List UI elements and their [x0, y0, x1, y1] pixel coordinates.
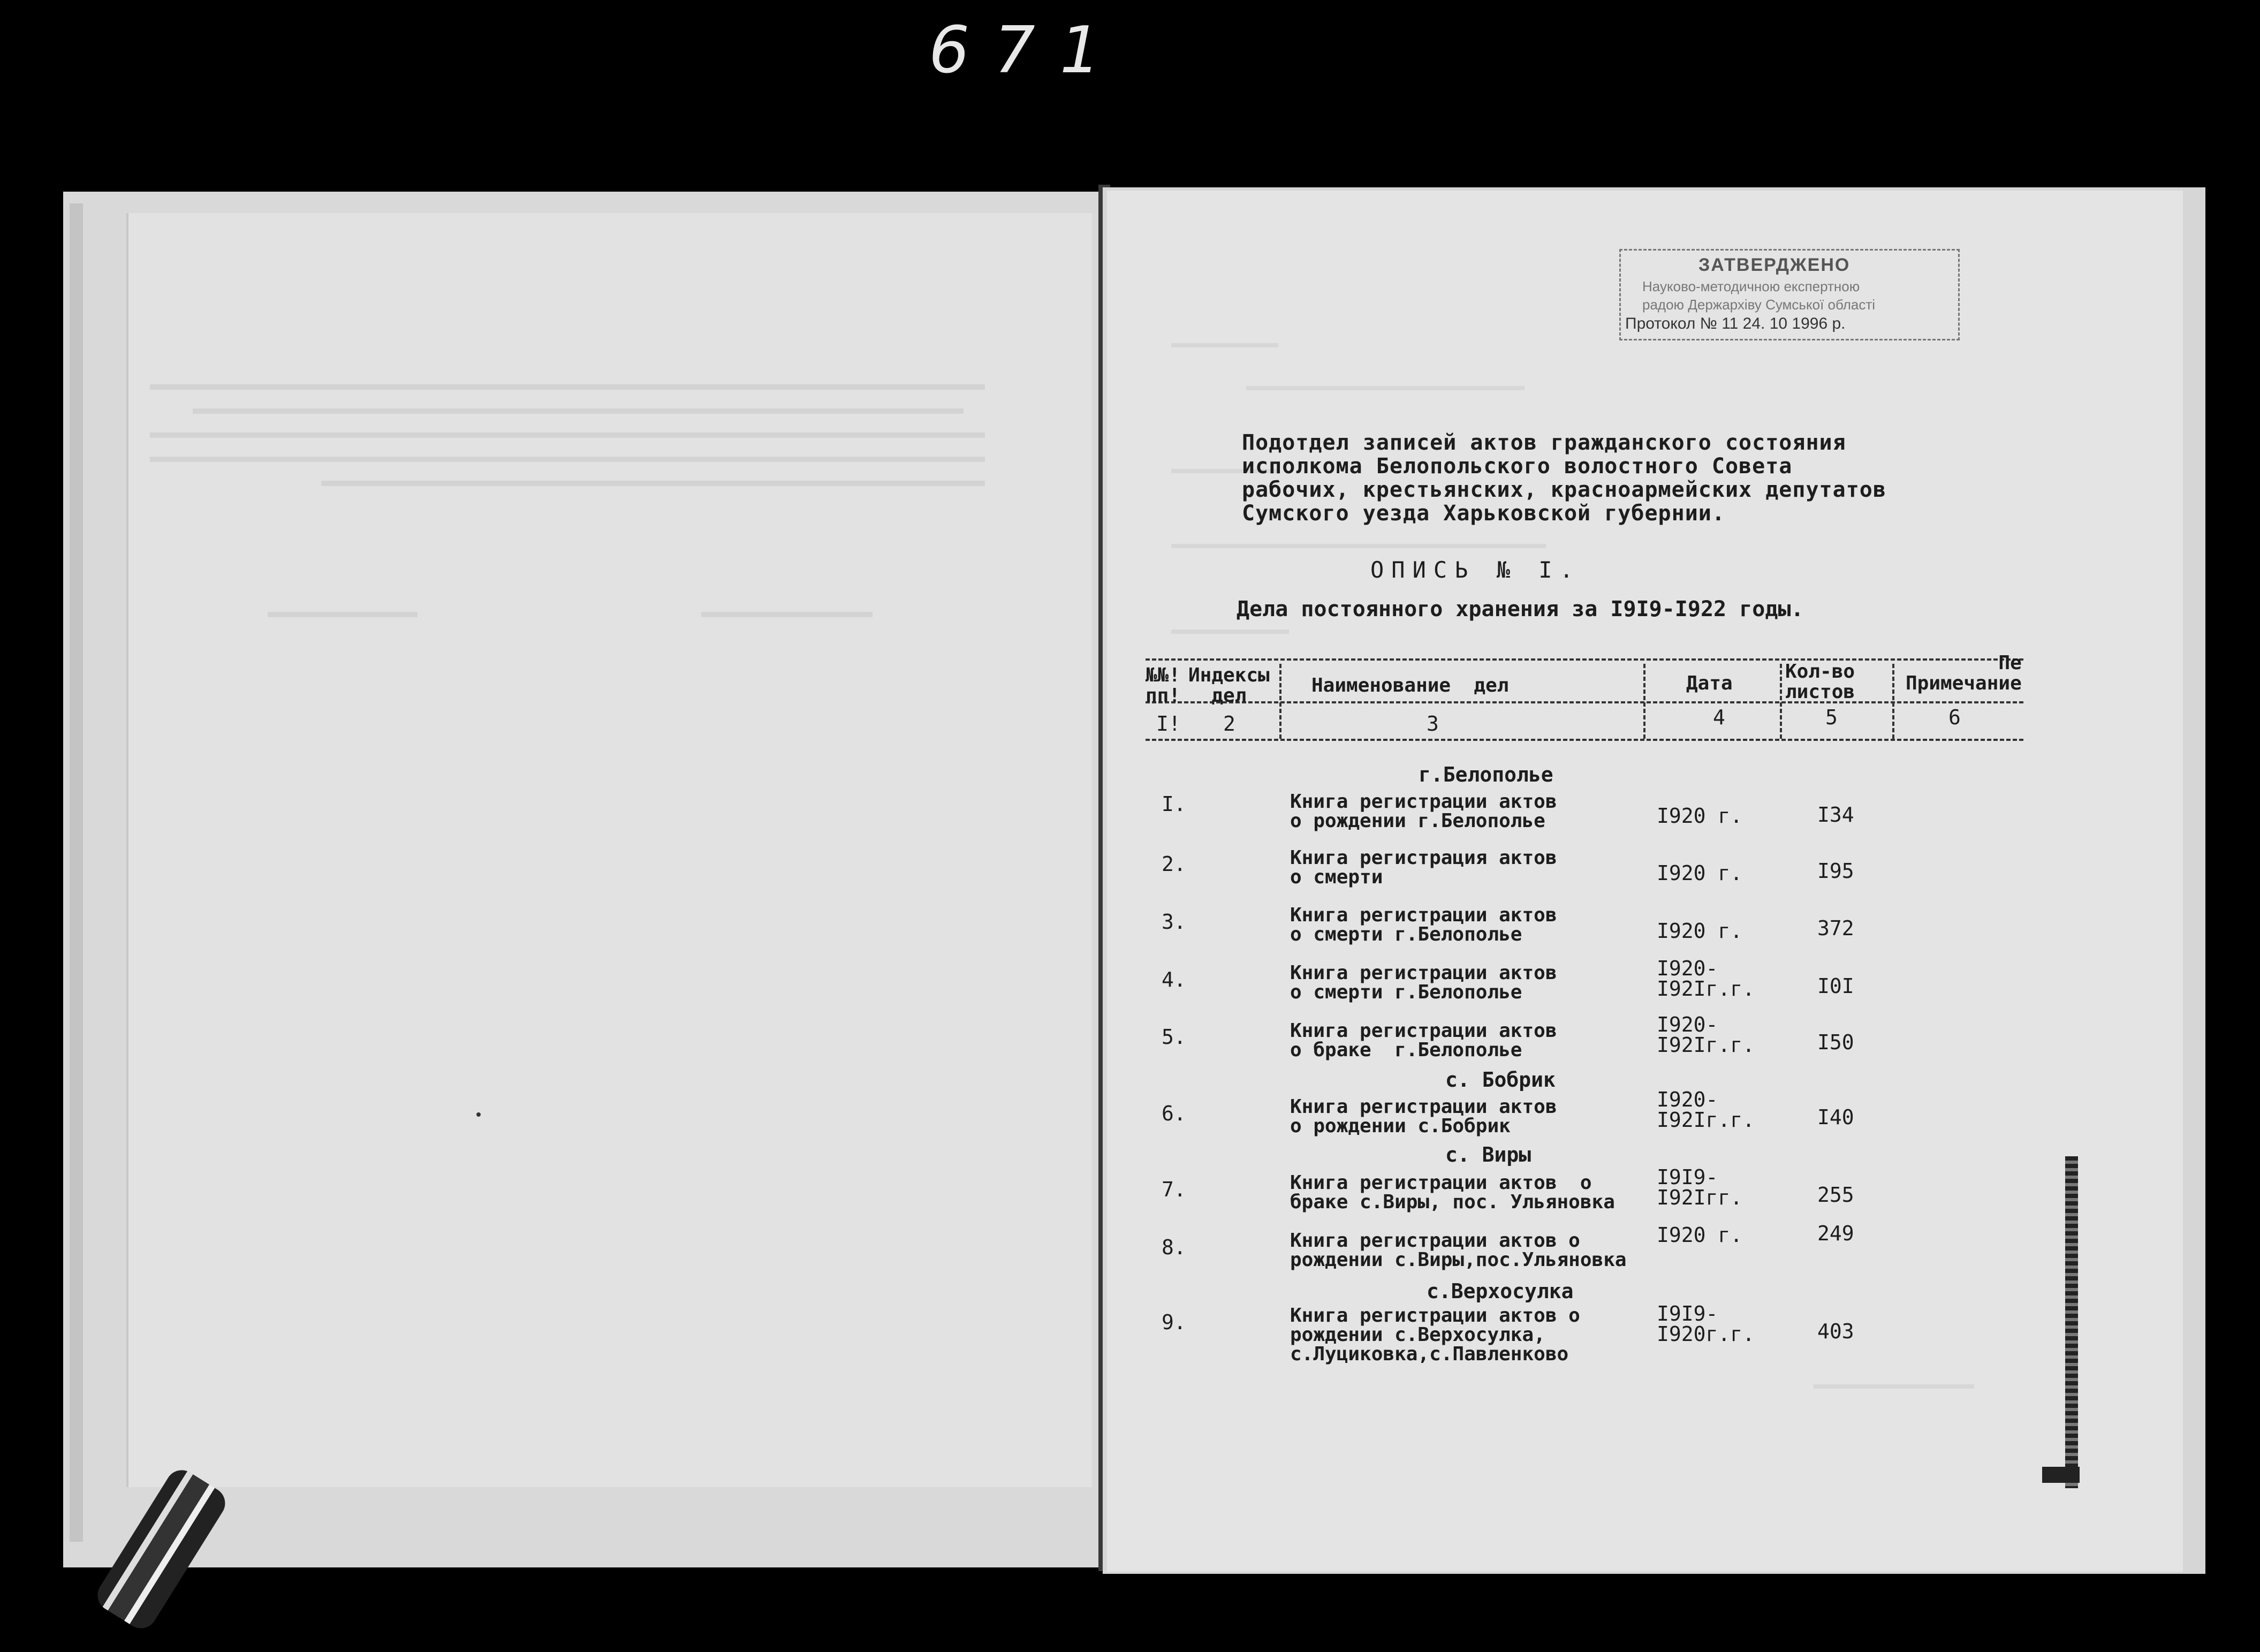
entry-title: Книга регистрация актов о смерти: [1290, 847, 1557, 888]
bleed-through-text: [150, 384, 985, 390]
entry-date: I9I9- I920г.г.: [1657, 1302, 1755, 1346]
bleed-through-text: [1814, 1384, 1974, 1389]
entry-number: 8.: [1162, 1236, 1186, 1259]
column-number: 5: [1825, 706, 1838, 729]
entry-title: Книга регистрации актов о рождении с.Бобрик: [1290, 1096, 1557, 1137]
section-heading: с. Виры: [1445, 1143, 1531, 1166]
entry-number: 2.: [1162, 852, 1186, 876]
table-rule: [1146, 658, 2023, 661]
entry-sheets: I50: [1817, 1030, 1854, 1054]
entry-title: Книга регистрации актов о смерти г.Белополье: [1290, 962, 1557, 1003]
bleed-through-text: [1171, 544, 1546, 548]
entry-title: Книга регистрации актов о смерти г.Белополье: [1290, 904, 1557, 945]
entry-sheets: I95: [1817, 859, 1854, 883]
left-page-sheet: [126, 213, 1092, 1487]
entry-title: Книга регистрации актов о рождении с.Верхосулка, с.Луциковка,с.Павленково: [1290, 1305, 1580, 1365]
bleed-through-text: [1246, 386, 1525, 390]
table-column-rule: [1780, 664, 1782, 739]
bleed-through-text: [193, 408, 964, 414]
entry-date: I920 г.: [1657, 804, 1743, 828]
entry-number: 7.: [1162, 1178, 1186, 1201]
entry-sheets: 249: [1817, 1222, 1854, 1245]
frame-number: 671: [929, 13, 1126, 88]
document-heading: Подотдел записей актов гражданского состояния исполкома Белопольского волостного Совета рабочих, крестьянских, красноармейских депутатов Сумского уезда Харьковской губернии.: [1242, 430, 1886, 526]
bleed-through-text: [321, 481, 985, 486]
entry-sheets: I34: [1817, 803, 1854, 827]
inventory-title: ОПИСЬ № I.: [1370, 557, 1581, 583]
entry-date: I9I9- I92Iгг.: [1657, 1165, 1743, 1209]
right-page-sheet: [1107, 191, 2183, 1572]
entry-date: I920- I92Iг.г.: [1657, 1013, 1755, 1057]
column-number: I!: [1156, 712, 1181, 736]
entry-date: I920 г.: [1657, 1223, 1743, 1247]
section-heading: с.Верхосулка: [1427, 1279, 1574, 1303]
section-heading: с. Бобрик: [1445, 1068, 1556, 1092]
entry-sheets: I0I: [1817, 974, 1854, 998]
entry-number: 5.: [1162, 1025, 1186, 1049]
table-column-rule: [1643, 664, 1645, 739]
bleed-through-text: [701, 612, 873, 617]
table-rule: [1146, 739, 2023, 741]
stamp-line: радою Держархіву Сумської області: [1642, 297, 1876, 313]
scale-ruler: [2065, 1156, 2078, 1488]
entry-number: 6.: [1162, 1102, 1186, 1125]
column-number: 4: [1713, 706, 1725, 729]
entry-date: I920 г.: [1657, 861, 1743, 885]
column-header-name: Наименование дел: [1311, 675, 1509, 696]
entry-sheets: I40: [1817, 1105, 1854, 1129]
bleed-through-text: [150, 457, 985, 462]
left-cover-edge: [70, 203, 83, 1542]
stamp-protocol: Протокол № 11 24. 10 1996 р.: [1625, 315, 1846, 332]
column-header-sheets: Кол-во листов: [1785, 661, 1855, 703]
column-header-index: Индексы дел: [1188, 664, 1270, 707]
section-heading: г.Белополье: [1419, 763, 1553, 786]
bleed-through-text: [150, 433, 985, 438]
speck: [476, 1112, 481, 1117]
column-header-note: Пе Примечание: [1906, 652, 2022, 694]
entry-number: I.: [1162, 792, 1186, 816]
entry-number: 3.: [1162, 910, 1186, 934]
entry-date: I920- I92Iг.г.: [1657, 1088, 1755, 1132]
left-page: [63, 192, 1107, 1567]
stamp-title: ЗАТВЕРДЖЕНО: [1698, 255, 1851, 275]
entry-title: Книга регистрации актов о браке с.Виры, пос. Ульяновка: [1290, 1172, 1615, 1213]
column-header-number: №№! пп!: [1146, 664, 1181, 707]
column-number: 2: [1223, 712, 1235, 736]
table-column-rule: [1892, 664, 1894, 739]
bleed-through-text: [1171, 343, 1278, 347]
entry-title: Книга регистрации актов о рождении с.Виры,пос.Ульяновка: [1290, 1230, 1627, 1271]
entry-date: I920- I92Iг.г.: [1657, 957, 1755, 1001]
bleed-through-text: [1171, 630, 1289, 634]
entry-sheets: 372: [1817, 916, 1854, 940]
bleed-through-text: [268, 612, 418, 617]
column-header-date: Дата: [1686, 672, 1733, 694]
column-number: 6: [1948, 706, 1961, 729]
scale-ruler-base: [2042, 1467, 2080, 1483]
entry-date: I920 г.: [1657, 919, 1743, 943]
entry-sheets: 255: [1817, 1183, 1854, 1207]
entry-number: 4.: [1162, 968, 1186, 991]
table-rule: [1146, 701, 2023, 703]
table-column-rule: [1279, 664, 1281, 739]
entry-title: Книга регистрации актов о рождении г.Белополье: [1290, 791, 1557, 832]
entry-number: 9.: [1162, 1310, 1186, 1334]
entry-title: Книга регистрации актов о браке г.Белополье: [1290, 1020, 1557, 1061]
stamp-line: Науково-методичною експертною: [1642, 278, 1860, 294]
column-number: 3: [1427, 712, 1439, 736]
inventory-subtitle: Дела постоянного хранения за I9I9-I922 годы.: [1237, 597, 1804, 622]
entry-sheets: 403: [1817, 1320, 1854, 1343]
approval-stamp: [1619, 249, 1960, 340]
